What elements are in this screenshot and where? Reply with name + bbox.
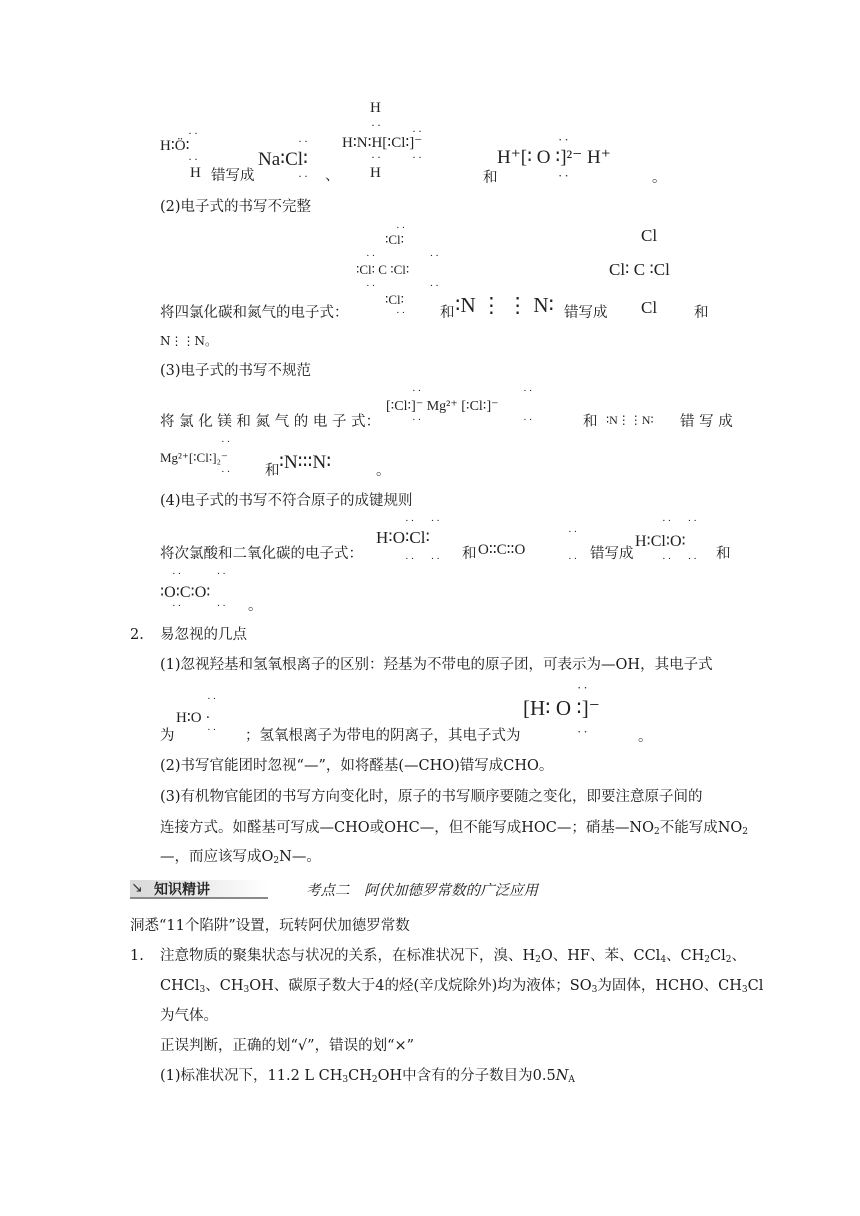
dots-oh-top: ··	[207, 693, 219, 705]
dots-mgcl-3: ··	[221, 436, 233, 448]
dots-cl2-bottom: ··	[412, 150, 424, 164]
mgcl2-intro: 将 氯 化 镁 和 氮 气 的 电 子 式：	[160, 414, 381, 430]
para-2-3b: 连接方式。如醛基可写成—CHO或OHC—，但不能写成HOC—；硝基$—NO_2$不能写成$NO_2$	[160, 820, 749, 837]
item-2-title: 易忽视的几点	[160, 627, 247, 643]
n2-wrong-formula-2: ∶N∶∶∶N∶	[279, 452, 332, 473]
section-title: 考点二 阿伏加德罗常数的广泛应用	[306, 883, 538, 899]
para-2-2: (2)书写官能团时忽视“—”，如将醛基(—CHO)错写成CHO。	[160, 758, 554, 774]
h2o-ion-formula: H⁺[∶ O ∶]²⁻ H⁺	[497, 147, 611, 168]
wrong-label-1: 错写成	[211, 168, 255, 184]
dots-ccl4-4: ··	[396, 307, 408, 319]
dots-hclo-wrong-top: ·· ··	[662, 515, 699, 527]
badge-label: 知识精讲	[154, 882, 210, 898]
wrong-label-3: 错 写 成	[680, 414, 733, 430]
dots-co2w-bottom: ·· ··	[172, 600, 228, 612]
wrong-label-2: 错写成	[564, 305, 608, 321]
point-1-line-a: 注意物质的聚集状态与状况的关系，在标准状况下，溴、$H_2O$、HF、苯、CCl$_4$、$CH_2Cl_2$、	[160, 948, 746, 965]
para-2-3c: —，而应该写成$O_2N—$。	[160, 849, 321, 866]
dots-n-top: ··	[371, 118, 383, 132]
oh-ion-formula: [H∶ O ∶]⁻	[523, 696, 600, 720]
comma-1: 、	[325, 168, 340, 184]
dots-co2w-top: ·· ··	[172, 568, 228, 580]
para-2-1b-pre: 为	[160, 728, 175, 744]
hclo-intro: 将次氯酸和二氧化碳的电子式：	[160, 546, 363, 562]
n2-formula-2: ∶N⋮⋮N∶	[606, 413, 654, 427]
para-2-1b-mid: ；氢氧根离子为带电的阴离子，其电子式为	[245, 728, 521, 744]
co2-formula: O∶∶C∶∶O	[478, 542, 526, 558]
ccl4-wrong-bottom: Cl	[641, 298, 658, 317]
mgcl2-formula: [∶Cl∶]⁻ Mg²⁺ [∶Cl∶]⁻	[386, 399, 499, 414]
nh4-h-bottom: H	[370, 165, 381, 181]
dots-mgcl-1: ·· ··	[412, 385, 535, 397]
item-1-4: (4)电子式的书写不符合原子的成键规则	[160, 493, 413, 509]
para-2-3a: (3)有机物官能团的书写方向变化时，原子的书写顺序要随之变化，即要注意原子间的	[160, 789, 703, 805]
and-1: 和	[483, 170, 498, 186]
and-6: 和	[462, 546, 477, 562]
dots-ohion-bottom: ··	[577, 724, 590, 739]
n2-formula: ∶N ⋮ ⋮ N∶	[455, 293, 555, 317]
hoh-bottom-h: H	[190, 165, 201, 181]
dots-o2-top: ··	[558, 132, 571, 147]
dots-hclo-top: ·· ··	[405, 515, 442, 527]
point-1-line-c: 为气体。	[160, 1008, 218, 1024]
hclo-wrong-formula: H∶Cl∶O∶	[635, 533, 686, 550]
mgcl2-wrong-formula: Mg²⁺[∶Cl∶]₂⁻	[160, 450, 228, 465]
dots-ohion-top: ··	[577, 680, 590, 695]
dots-o2-bottom: ··	[558, 168, 571, 183]
dots-ccl4-2: ·· ··	[366, 250, 441, 262]
period-1: 。	[652, 170, 667, 186]
dots-o-bottom: ··	[188, 152, 200, 166]
dots-mgcl-4: ··	[221, 466, 233, 478]
dots-co2-top: ··	[568, 526, 580, 538]
n2-wrong-formula: N⋮⋮N。	[160, 334, 218, 348]
nacl-formula: Na∶Cl∶	[258, 149, 308, 170]
question-1: (1)标准状况下，11.2 L $CH_3CH_2OH$中含有的分子数目为$0.5N_A$	[160, 1068, 575, 1085]
arrow-icon: ↘	[131, 880, 143, 896]
ccl4-wrong-top: Cl	[641, 226, 658, 245]
period-3: 。	[248, 598, 263, 614]
and-3: 和	[694, 305, 709, 321]
dots-ccl4-3: ·· ··	[366, 280, 441, 292]
and-7: 和	[716, 546, 731, 562]
judge-instruction: 正误判断，正确的划“√”，错误的划“×”	[160, 1038, 415, 1054]
ccl4-mid: ∶Cl∶ C ∶Cl∶	[356, 262, 410, 277]
point-1-number: 1.	[130, 948, 144, 964]
ccl4-top: ∶Cl∶	[385, 232, 405, 247]
oh-radical-formula: H∶O ·	[176, 710, 211, 726]
period-4: 。	[638, 729, 653, 745]
hclo-formula: H∶O∶Cl∶	[376, 528, 430, 547]
item-2-number: 2.	[130, 627, 144, 643]
item-1-3: (3)电子式的书写不规范	[160, 363, 312, 379]
ccl4-intro: 将四氯化碳和氮气的电子式：	[160, 305, 349, 321]
period-2: 。	[376, 463, 391, 479]
nh4-h-top: H	[370, 100, 381, 116]
ccl4-wrong-mid: Cl∶ C ∶Cl	[609, 260, 670, 279]
hoh-formula: H∶Ö∶	[160, 138, 190, 154]
nh4cl-formula: H∶N∶H[∶Cl∶]⁻	[342, 135, 423, 151]
dots-hclo-bottom: ·· ··	[405, 553, 442, 565]
para-2-1a: (1)忽视羟基和氢氧根离子的区别：羟基为不带电的原子团，可表示为—OH，其电子式	[160, 657, 713, 673]
and-4: 和	[583, 414, 598, 430]
and-2: 和	[440, 305, 455, 321]
dots-hclo-wrong-bottom: ·· ··	[662, 553, 699, 565]
and-5: 和	[265, 463, 280, 479]
dots-co2-bottom: ··	[568, 553, 580, 565]
ccl4-bottom: ∶Cl∶	[385, 292, 405, 307]
dots-n-bottom: ··	[371, 150, 383, 164]
dots-cl-bottom: ··	[298, 169, 310, 183]
dots-cl2-top: ··	[412, 124, 424, 138]
dots-o-top: ··	[188, 126, 200, 140]
dots-oh-bottom: ··	[207, 724, 219, 736]
point-1-line-b: CHCl$_3$、$CH_3OH$、碳原子数大于4的烃(辛戊烷除外)均为液体；$SO_3$为固体，HCHO、$CH_3Cl$	[160, 978, 764, 995]
dots-ccl4-1: ··	[396, 222, 408, 234]
lead-text: 洞悉“11个陷阱”设置，玩转阿伏加德罗常数	[130, 918, 410, 934]
dots-mgcl-2: ·· ··	[412, 414, 535, 426]
wrong-label-4: 错写成	[590, 546, 634, 562]
dots-cl-top: ··	[298, 134, 310, 148]
co2-wrong-formula: ∶O∶C∶O∶	[160, 584, 211, 601]
item-1-2: (2)电子式的书写不完整	[160, 199, 312, 215]
